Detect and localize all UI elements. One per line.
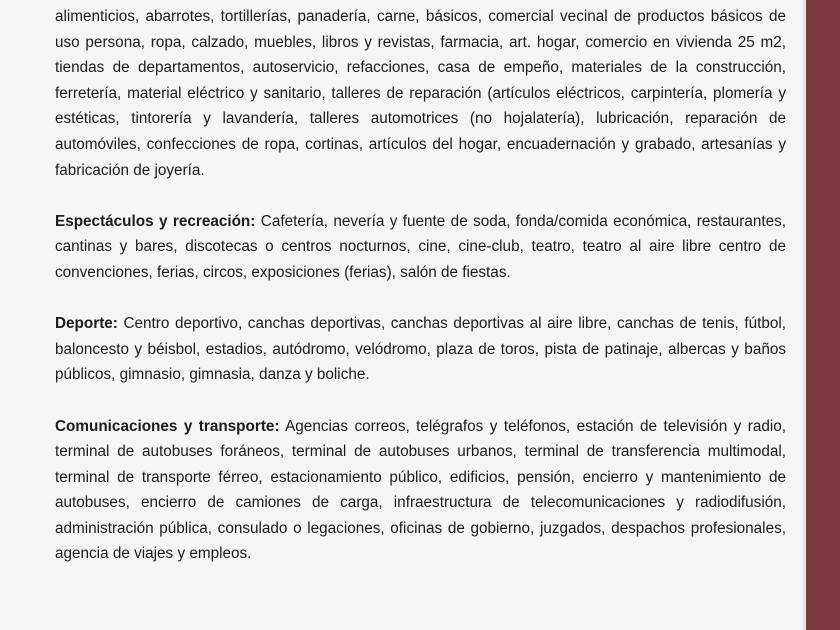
accent-side-bar xyxy=(806,0,840,630)
paragraph-espectaculos xyxy=(55,209,786,286)
paragraph-heading: Deporte: xyxy=(55,315,118,333)
paragraph-comunicaciones xyxy=(55,414,786,568)
paragraph-deporte xyxy=(55,311,786,388)
paragraph-text: Cafetería, nevería y fuente de soda, fonda/comida económica, restaurantes, cantinas y bares, discotecas o centros nocturnos, cine, cine-club, teatro, teatro al aire libre centro de convenciones, ferias, circos, exposiciones (ferias), salón de fiestas. xyxy=(55,212,787,281)
paragraph-heading: Comunicaciones y transporte: xyxy=(55,417,280,435)
paragraph-text: alimenticios, abarrotes, tortillerías, panadería, carne, básicos, comercial vecinal de productos básicos de uso persona, ropa, calzado, muebles, libros y revistas, farmacia, art. hogar, comercio en vivienda 25 m2, tiendas de departamentos, autoservicio, refacciones, casa de empeño, materiales de la construcción, ferretería, material eléctrico y sanitario, talleres de reparación (artículos eléctricos, carpintería, plomería y estéticas, tintorería y lavandería, talleres automotrices (no hojalatería), lubricación, reparación de automóviles, confecciones de ropa, cortinas, artículos del hogar, encuadernación y grabado, artesanías y fabricación de joyería. xyxy=(55,8,786,179)
text-column xyxy=(55,4,786,593)
paragraph-text: Agencias correos, telégrafos y teléfonos, estación de televisión y radio, terminal de autobuses foráneos, terminal de autobuses urbanos, terminal de transferencia multimodal, terminal de transporte férreo, estacionamiento público, edificios, pensión, encierro y mantenimiento de autobuses, encierro de camiones de carga, infraestructura de telecomunicaciones y radiodifusión, administración pública, consulado o legaciones, oficinas de gobierno, juzgados, despachos profesionales, agencia de viajes y empleos. xyxy=(55,417,786,563)
paragraph-text: Centro deportivo, canchas deportivas, canchas deportivas al aire libre, canchas de tenis, fútbol, baloncesto y béisbol, estadios, autódromo, velódromo, plaza de toros, pista de patinaje, albercas y baños públicos, gimnasio, gimnasia, danza y boliche. xyxy=(55,315,786,384)
paragraph-comercio-continuation xyxy=(55,4,786,183)
paragraph-heading: Espectáculos y recreación: xyxy=(55,212,256,230)
